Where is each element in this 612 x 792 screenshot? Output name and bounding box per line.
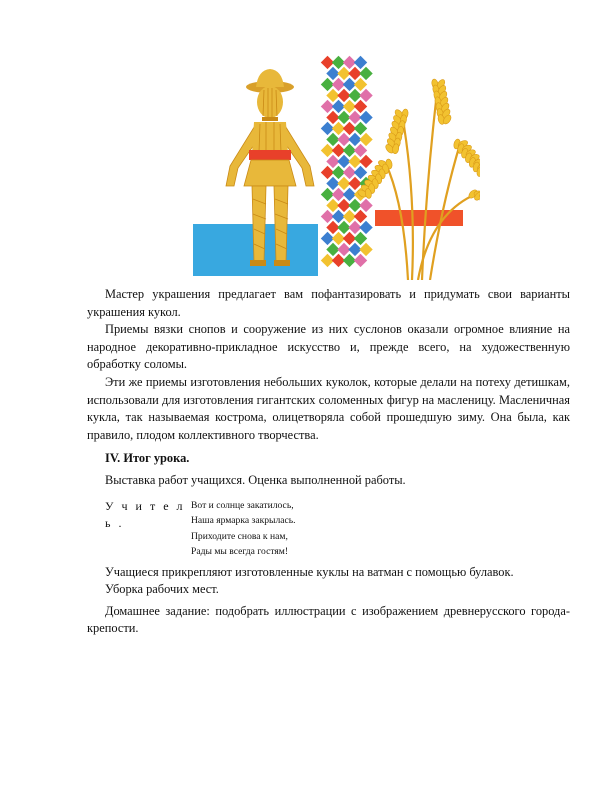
woven-ribbon-icon — [321, 56, 373, 267]
text-block — [87, 286, 570, 638]
paragraph-sheaves: Приемы вязки снопов и сооружение из них суслонов оказали огромное влияние на народное декоративно-прикладное искусство и, прежде всего, на художественную обработку соломы. — [87, 322, 570, 372]
section-heading: IV. Итог урока. — [105, 451, 190, 466]
weave-cell — [354, 56, 367, 69]
paragraph-maslenitsa: Эти же приемы изготовления небольших куколок, которые делали на потеху детишкам, использовали для изготовления гигантских соломенных фигур на масленицу. Масленичная кукла, так называемая кострома, олицетворяла собой прошедшую зиму. Она была, как правило, плодом коллективного творчества. — [87, 374, 570, 442]
weave-cell — [359, 221, 372, 234]
paragraph-pin-dolls: Учащиеся прикрепляют изготовленные куклы на ватман с помощью булавок. — [105, 564, 514, 579]
weave-cell — [354, 144, 367, 157]
weave-cell — [354, 122, 367, 135]
paragraph-homework: Домашнее задание: подобрать иллюстрации с изображением древнерусского города-крепости. — [87, 603, 570, 636]
teacher-label: У ч и т е л ь . — [105, 498, 186, 531]
poem-line: Рады мы всегда гостям! — [191, 546, 289, 558]
weave-cell — [359, 111, 372, 124]
weave-cell — [359, 155, 372, 168]
paragraph-exhibition: Выставка работ учащихся. Оценка выполненной работы. — [105, 472, 406, 487]
weave-cell — [359, 67, 372, 80]
weave-cell — [354, 166, 367, 179]
weave-cell — [354, 210, 367, 223]
poem — [191, 498, 296, 560]
illustration — [190, 44, 480, 280]
weave-cell — [359, 133, 372, 146]
weave-cell — [359, 243, 372, 256]
weave-cell — [359, 89, 372, 102]
weave-cell — [354, 232, 367, 245]
weave-cell — [354, 78, 367, 91]
poem-line: Вот и солнце закатилось, — [191, 499, 294, 511]
weave-cell — [354, 100, 367, 113]
weave-cell — [354, 254, 367, 267]
paragraph-intro: Мастер украшения предлагает вам пофантазировать и придумать свои варианты украшения кукол. — [87, 287, 570, 319]
weave-cell — [359, 199, 372, 212]
poem-line: Наша ярмарка закрылась. — [191, 515, 296, 527]
paragraph-cleanup: Уборка рабочих мест. — [105, 582, 219, 597]
teacher-poem — [87, 498, 570, 560]
poem-line: Приходите снова к нам, — [191, 530, 288, 542]
wheat-ears — [357, 78, 480, 212]
